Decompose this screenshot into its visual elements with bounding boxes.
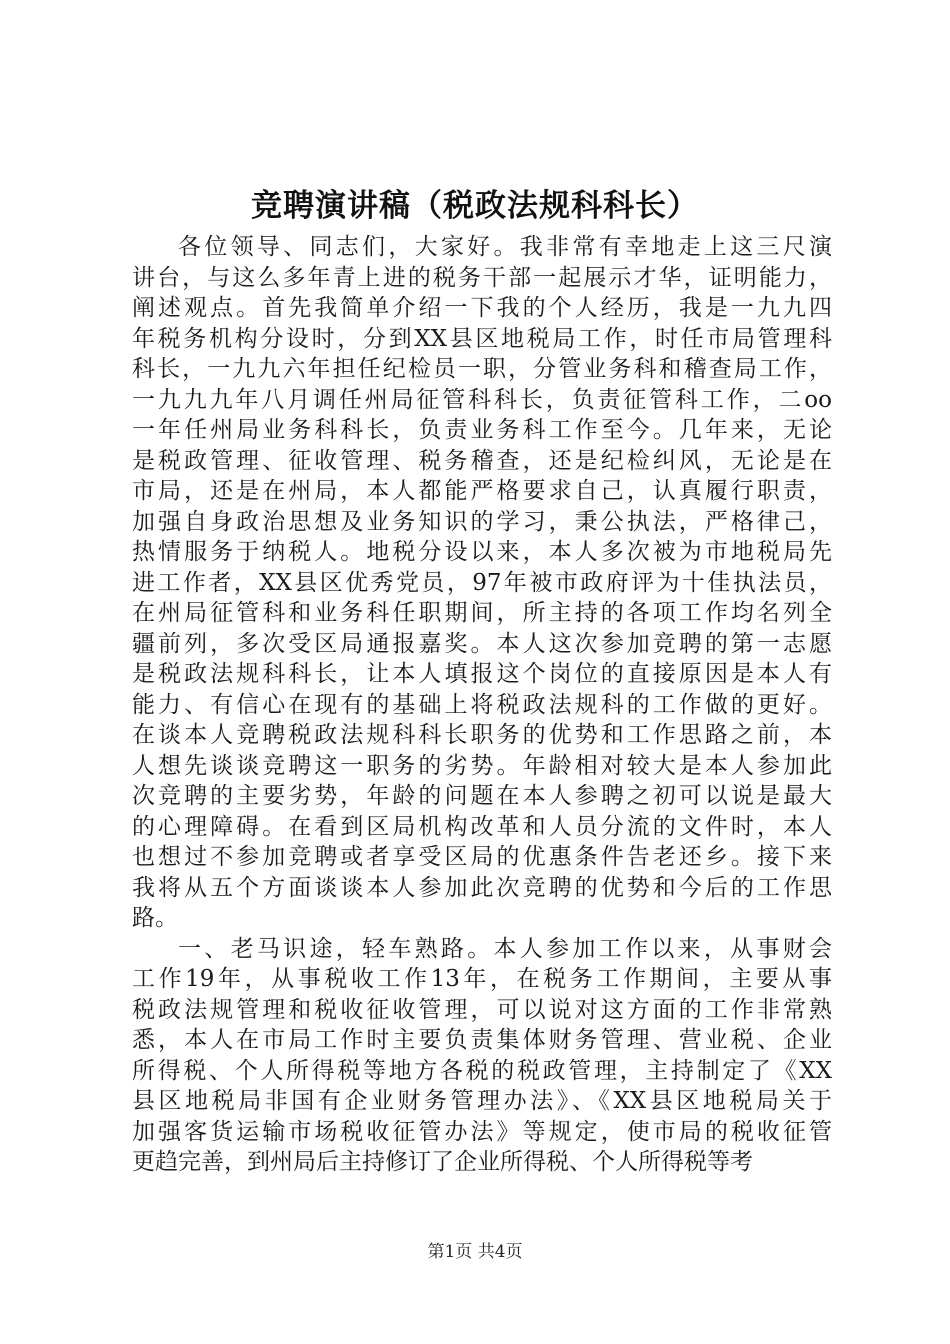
text-line: 工作19年，从事税收工作13年，在税务工作期间，主要从事: [132, 966, 832, 992]
text-line: 税政法规管理和税收征收管理，可以说对这方面的工作非常熟: [132, 996, 832, 1023]
text-line: 也想过不参加竞聘或者享受区局的优惠条件告老还乡。接下来: [132, 844, 832, 870]
text-line: 疆前列，多次受区局通报嘉奖。本人这次参加竞聘的第一志愿: [132, 630, 832, 657]
text-line: 各位领导、同志们，大家好。我非常有幸地走上这三尺演: [178, 234, 832, 260]
text-line: 人想先谈谈竞聘这一职务的劣势。年龄相对较大是本人参加此: [132, 752, 832, 779]
page-footer: 第1页 共4页: [427, 1242, 523, 1262]
text-line: 能力、有信心在现有的基础上将税政法规科的工作做的更好。: [132, 691, 832, 718]
text-line: 县区地税局非国有企业财务管理办法》、《XX县区地税局关于: [132, 1088, 832, 1114]
text-line: 是税政管理、征收管理、税务稽查，还是纪检纠风，无论是在: [132, 447, 832, 474]
paragraph: [132, 232, 832, 934]
document-title: 竞聘演讲稿（税政法规科科长）: [251, 188, 699, 224]
text-line: 悉，本人在市局工作时主要负责集体财务管理、营业税、企业: [132, 1027, 832, 1053]
text-line: 加强自身政治思想及业务知识的学习，秉公执法，严格律己，: [132, 508, 832, 535]
text-line: 市局，还是在州局，本人都能严格要求自己，认真履行职责，: [132, 478, 832, 504]
text-line: 路。: [132, 905, 178, 931]
text-line: 一、老马识途，轻车熟路。本人参加工作以来，从事财会: [178, 935, 832, 962]
text-line: 年税务机构分设时，分到XX县区地税局工作，时任市局管理科: [132, 325, 832, 352]
text-line: 我将从五个方面谈谈本人参加此次竞聘的优势和今后的工作思: [132, 874, 832, 901]
paragraph: [132, 934, 832, 1178]
text-line: 一九九九年八月调任州局征管科科长，负责征管科工作，二oo: [132, 386, 832, 413]
text-line: 的心理障碍。在看到区局机构改革和人员分流的文件时，本人: [132, 813, 832, 840]
text-line: 科长，一九九六年担任纪检员一职，分管业务科和稽查局工作，: [132, 356, 832, 382]
text-line: 是税政法规科科长，让本人填报这个岗位的直接原因是本人有: [132, 661, 832, 687]
text-line: 在州局征管科和业务科任职期间，所主持的各项工作均名列全: [132, 600, 832, 626]
document-body: [132, 232, 832, 1178]
text-line: 进工作者，XX县区优秀党员，97年被市政府评为十佳执法员，: [132, 569, 832, 596]
text-line: 一年任州局业务科科长，负责业务科工作至今。几年来，无论: [132, 417, 832, 443]
text-line: 加强客货运输市场税收征管办法》等规定，使市局的税收征管: [132, 1118, 832, 1145]
text-line: 热情服务于纳税人。地税分设以来，本人多次被为市地税局先: [132, 539, 832, 565]
text-line: 次竞聘的主要劣势，年龄的问题在本人参聘之初可以说是最大: [132, 783, 832, 809]
text-line: 所得税、个人所得税等地方各税的税政管理，主持制定了《XX: [132, 1057, 832, 1084]
text-line: 更趋完善，到州局后主持修订了企业所得税、个人所得税等考: [132, 1149, 753, 1175]
text-line: 在谈本人竞聘税政法规科科长职务的优势和工作思路之前，本: [132, 722, 832, 748]
text-line: 阐述观点。首先我简单介绍一下我的个人经历，我是一九九四: [132, 295, 832, 321]
text-line: 讲台，与这么多年青上进的税务干部一起展示才华，证明能力，: [132, 264, 832, 291]
